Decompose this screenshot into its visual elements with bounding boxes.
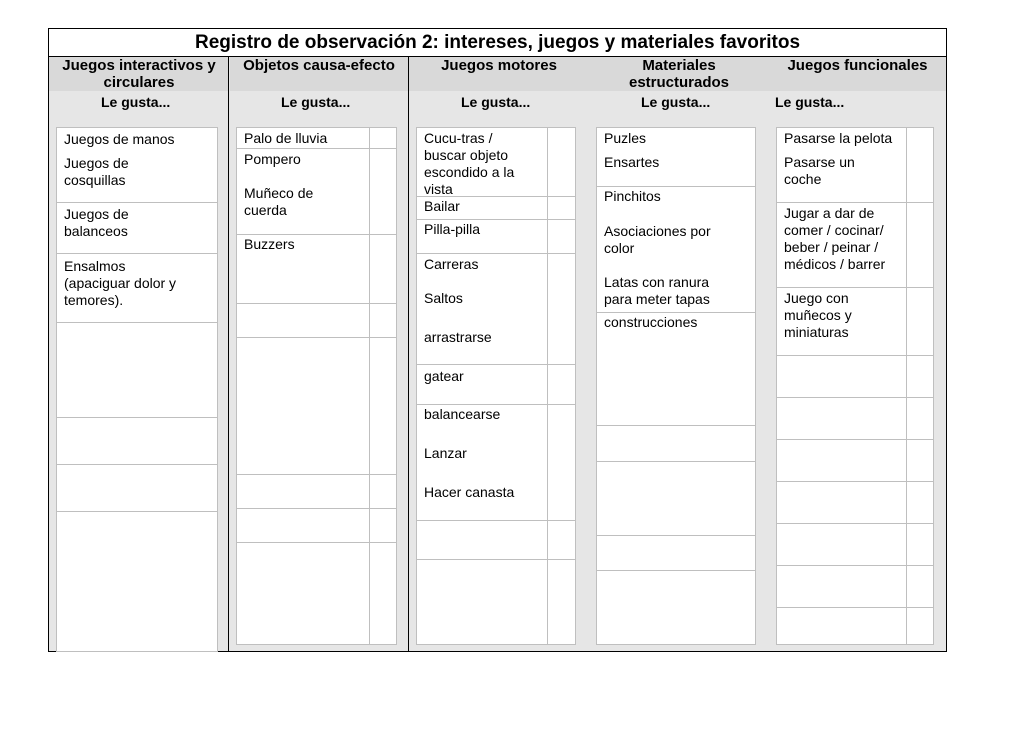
list-item	[777, 356, 933, 398]
col5-sub: Le gusta...	[775, 94, 845, 110]
item-text: Latas con ranura para meter tapas	[604, 274, 710, 307]
item-text: Juego con muñecos y miniaturas	[784, 290, 852, 340]
col3-header: Juegos motores	[409, 57, 589, 91]
list-item	[777, 440, 933, 482]
list-item	[237, 338, 396, 475]
item-text: Pinchitos	[604, 188, 661, 204]
item-text: Juegos de balanceos	[64, 206, 129, 239]
list-item	[237, 475, 396, 509]
item-text: Lanzar	[424, 445, 467, 461]
item-text: Ensartes	[604, 154, 660, 170]
col4-header: Materiales estructurados	[589, 57, 769, 91]
col5-list	[776, 127, 934, 645]
col1-list	[56, 127, 218, 652]
list-item	[777, 566, 933, 608]
separator	[228, 57, 229, 651]
sheet-title: Registro de observación 2: intereses, juegos y materiales favoritos	[49, 29, 946, 57]
list-item	[597, 462, 755, 536]
item-text: Palo de lluvia	[244, 130, 328, 146]
col2-list	[236, 127, 397, 645]
item-text: balancearse	[424, 406, 501, 422]
item-text: Pasarse la pelota	[784, 130, 893, 146]
item-text: Buzzers	[244, 236, 295, 252]
item-text: Pasarse un coche	[784, 154, 855, 187]
list-item	[57, 323, 217, 418]
col4-list	[596, 127, 756, 645]
item-text: Pompero	[244, 151, 301, 167]
item-text: Juegos de manos	[64, 131, 175, 147]
col3-list	[416, 127, 576, 645]
col4-sub: Le gusta...	[641, 94, 711, 110]
item-text: Puzles	[604, 130, 647, 146]
item-text: Juegos de cosquillas	[64, 155, 129, 188]
list-item	[777, 482, 933, 524]
col2-header: Objetos causa-efecto	[230, 57, 408, 91]
item-text: Hacer canasta	[424, 484, 515, 500]
list-item	[237, 509, 396, 543]
col1-header: Juegos interactivos y circulares	[49, 57, 229, 91]
item-text: Asociaciones por color	[604, 223, 711, 256]
list-item	[417, 521, 575, 560]
list-item	[597, 536, 755, 571]
col5-header: Juegos funcionales	[769, 57, 946, 91]
list-item	[777, 524, 933, 566]
item-text: Pilla-pilla	[424, 221, 481, 237]
item-text: Saltos	[424, 290, 463, 306]
separator	[408, 57, 409, 651]
col1-sub: Le gusta...	[101, 94, 171, 110]
item-text: Bailar	[424, 198, 460, 214]
item-text: Ensalmos (apaciguar dolor y temores).	[64, 258, 177, 308]
item-text: Carreras	[424, 256, 479, 272]
item-text: Cucu-tras / buscar objeto escondido a la vista	[424, 130, 515, 197]
list-item	[597, 426, 755, 462]
list-item	[57, 465, 217, 512]
list-item	[57, 418, 217, 465]
item-text: Muñeco de cuerda	[244, 185, 314, 218]
col2-sub: Le gusta...	[281, 94, 351, 110]
list-item	[237, 304, 396, 338]
list-item	[777, 398, 933, 440]
col3-sub: Le gusta...	[461, 94, 531, 110]
observation-sheet	[48, 28, 947, 652]
item-text: gatear	[424, 368, 464, 384]
item-text: arrastrarse	[424, 329, 492, 345]
item-text: Jugar a dar de comer / cocinar/ beber / peinar / médicos / barrer	[784, 205, 886, 272]
item-text: construcciones	[604, 314, 698, 330]
